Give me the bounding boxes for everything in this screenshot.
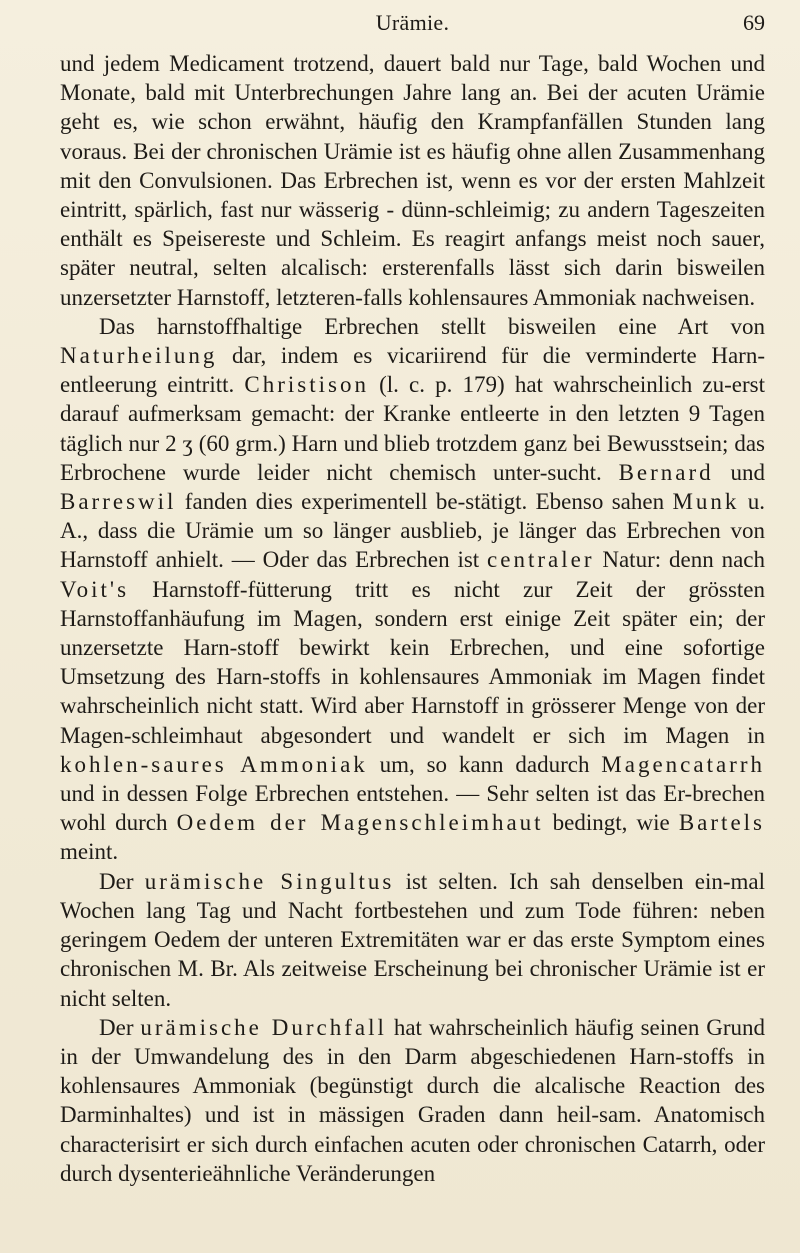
text-run: und in dessen Folge Erbrechen entstehen. — Sehr selten ist das Er-brechen wohl durch [60,781,765,836]
spaced-emphasis: Oedem der Magenschleimhaut [176,810,544,836]
text-run: dar, indem es vicariirend für die verminderte Harn-entleerung eintritt. [60,343,765,398]
spaced-emphasis: urämische Singultus [144,868,395,894]
text-run: hat wahrscheinlich häufig seinen Grund in der Umwandelung des in den Darm abgeschiedenen Harn-stoffs in kohlensaures Ammoniak (begünstigt durch die alcalische Reaction des Darminhaltes) und ist in mässigen Graden dann heil-sam. Anatomisch characterisirt er sich durch einfachen acuten oder chronischen Catarrh, oder durch dysenterieähnliche Veränderungen [60,1014,765,1186]
spaced-emphasis: Voit's [60,576,130,602]
running-head-title: Urämie. [375,10,450,35]
spaced-emphasis: urämische Durchfall [140,1014,387,1040]
running-head [60,8,765,38]
text-run: Der [99,868,145,894]
spaced-emphasis: kohlen-saures Ammoniak [60,751,368,777]
spaced-emphasis: centraler [487,547,595,573]
text-run: Das harnstoffhaltige Erbrechen stellt bisweilen eine Art von [99,313,765,339]
text-run: und [713,459,765,485]
text-run: u. A., dass die Urämie um so länger ausblieb, je länger das Erbrechen von Harnstoff anhielt. — Oder das Erbrechen ist [60,489,766,573]
spaced-emphasis: Magencatarrh [601,751,765,777]
paragraph-2 [60,312,765,867]
paragraph-4 [60,1013,765,1188]
text-run: Harnstoff-fütterung tritt es nicht zur Zeit der grössten Harnstoffanhäufung im Magen, sondern erst einige Zeit später ein; der unzersetzte Harn-stoff bewirkt kein Erbrechen, und eine sofortige Umsetzung des Harn-stoffs in kohlensaures Ammoniak im Magen findet wahrscheinlich nicht statt. Wird aber Harnstoff in grösserer Menge von der Magen-schleimhaut abgesondert und wandelt er sich im Magen in [60,576,765,748]
spaced-emphasis: Christison [244,372,369,398]
text-run: (l. c. p. 179) hat wahrscheinlich zu-erst darauf aufmerksam gemacht: der Kranke entleerte in den letzten 9 Tagen täglich nur 2 ʒ (60 grm.) Harn und blieb trotzdem ganz bei Bewusstsein; das Erbrochene wurde leider nicht chemisch unter-sucht. [60,372,765,485]
text-run: Natur: denn nach [594,547,765,573]
text-run: und jedem Medicament trotzend, dauert bald nur Tage, bald Wochen und Monate, bald mit Unterbrechungen Jahre lang an. Bei der acuten Urämie geht es, wie schon erwähnt, häufig den Krampfanfällen Stunden lang voraus. Bei der chronischen Urämie ist es häufig ohne allen Zusammenhang mit den Convulsionen. Das Erbrechen ist, wenn es vor der ersten Mahlzeit eintritt, spärlich, fast nur wässerig - dünn-schleimig; zu andern Tageszeiten enthält es Speisereste und Schleim. Es reagirt anfangs meist noch sauer, später neutral, selten alcalisch: ersterenfalls lässt sich darin bisweilen unzersetzter Harnstoff, letzteren-falls kohlensaures Ammoniak nachweisen. [60,51,765,310]
text-run: ist selten. Ich sah denselben ein-mal Wochen lang Tag und Nacht fortbestehen und zum Tode führen: neben geringem Oedem der unteren Extremitäten war er das erste Symptom eines chronischen M. Br. Als zeitweise Erscheinung bei chronischer Urämie ist er nicht selten. [60,868,766,1011]
spaced-emphasis: Munk [672,489,740,515]
page-number: 69 [743,10,765,35]
spaced-emphasis: Barreswil [60,489,177,515]
text-run: meint. [60,839,119,865]
text-run: um, so kann dadurch [367,751,602,777]
spaced-emphasis: Naturheilung [60,343,218,369]
paragraph-1 [60,49,765,312]
paragraph-3 [60,867,765,1013]
text-run: bedingt, wie [543,810,679,836]
text-run: fanden dies experimentell be-stätigt. Ebenso sahen [176,489,673,515]
body-text [60,49,765,1188]
spaced-emphasis: Bernard [618,459,714,485]
text-run: Der [99,1014,141,1040]
spaced-emphasis: Bartels [678,810,765,836]
